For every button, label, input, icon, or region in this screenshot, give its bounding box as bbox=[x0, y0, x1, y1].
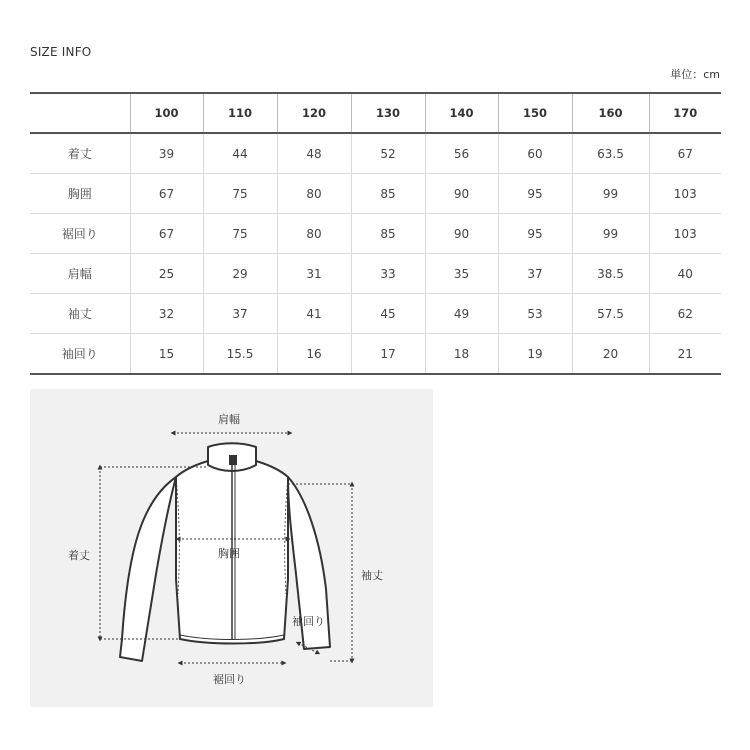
table-cell: 44 bbox=[203, 133, 277, 174]
size-header: 160 bbox=[572, 93, 649, 133]
table-cell: 63.5 bbox=[572, 133, 649, 174]
row-label: 着丈 bbox=[30, 133, 130, 174]
table-cell: 41 bbox=[277, 294, 351, 334]
table-cell: 15 bbox=[130, 334, 203, 375]
table-cell: 32 bbox=[130, 294, 203, 334]
header-corner bbox=[30, 93, 130, 133]
row-label: 胸囲 bbox=[30, 174, 130, 214]
table-cell: 38.5 bbox=[572, 254, 649, 294]
size-header: 110 bbox=[203, 93, 277, 133]
table-row bbox=[30, 214, 721, 254]
table-cell: 95 bbox=[498, 214, 572, 254]
table-cell: 99 bbox=[572, 174, 649, 214]
table-cell: 103 bbox=[649, 214, 721, 254]
table-row bbox=[30, 254, 721, 294]
chest-label: 胸囲 bbox=[218, 547, 240, 560]
table-cell: 25 bbox=[130, 254, 203, 294]
length-label: 着丈 bbox=[68, 549, 90, 562]
table-cell: 18 bbox=[425, 334, 498, 375]
table-cell: 80 bbox=[277, 174, 351, 214]
table-row bbox=[30, 174, 721, 214]
table-cell: 35 bbox=[425, 254, 498, 294]
table-cell: 95 bbox=[498, 174, 572, 214]
cuff-label: 袖回り bbox=[292, 615, 325, 628]
table-cell: 67 bbox=[130, 214, 203, 254]
row-label: 袖丈 bbox=[30, 294, 130, 334]
table-cell: 15.5 bbox=[203, 334, 277, 375]
table-cell: 67 bbox=[649, 133, 721, 174]
table-row bbox=[30, 334, 721, 375]
table-cell: 39 bbox=[130, 133, 203, 174]
table-row bbox=[30, 294, 721, 334]
table-cell: 37 bbox=[498, 254, 572, 294]
table-cell: 85 bbox=[351, 214, 425, 254]
hem-label: 裾回り bbox=[213, 673, 246, 686]
table-cell: 19 bbox=[498, 334, 572, 375]
table-cell: 40 bbox=[649, 254, 721, 294]
table-cell: 90 bbox=[425, 214, 498, 254]
table-cell: 53 bbox=[498, 294, 572, 334]
table-cell: 29 bbox=[203, 254, 277, 294]
row-label: 裾回り bbox=[30, 214, 130, 254]
table-cell: 56 bbox=[425, 133, 498, 174]
size-header: 120 bbox=[277, 93, 351, 133]
table-cell: 45 bbox=[351, 294, 425, 334]
table-row bbox=[30, 133, 721, 174]
table-cell: 20 bbox=[572, 334, 649, 375]
unit-label: 単位：cm bbox=[670, 68, 720, 81]
table-cell: 33 bbox=[351, 254, 425, 294]
size-header: 170 bbox=[649, 93, 721, 133]
table-cell: 52 bbox=[351, 133, 425, 174]
table-cell: 37 bbox=[203, 294, 277, 334]
size-header: 150 bbox=[498, 93, 572, 133]
table-cell: 57.5 bbox=[572, 294, 649, 334]
table-cell: 60 bbox=[498, 133, 572, 174]
table-cell: 103 bbox=[649, 174, 721, 214]
table-cell: 67 bbox=[130, 174, 203, 214]
row-label: 肩幅 bbox=[30, 254, 130, 294]
table-cell: 85 bbox=[351, 174, 425, 214]
table-cell: 17 bbox=[351, 334, 425, 375]
table-cell: 48 bbox=[277, 133, 351, 174]
table-cell: 62 bbox=[649, 294, 721, 334]
size-header: 100 bbox=[130, 93, 203, 133]
size-header: 140 bbox=[425, 93, 498, 133]
table-cell: 80 bbox=[277, 214, 351, 254]
table-cell: 16 bbox=[277, 334, 351, 375]
size-table bbox=[30, 92, 721, 375]
table-header-row bbox=[30, 93, 721, 133]
table-cell: 75 bbox=[203, 214, 277, 254]
table-cell: 90 bbox=[425, 174, 498, 214]
measurement-diagram bbox=[30, 389, 433, 707]
table-cell: 31 bbox=[277, 254, 351, 294]
size-header: 130 bbox=[351, 93, 425, 133]
page-title: SIZE INFO bbox=[30, 45, 92, 59]
table-cell: 49 bbox=[425, 294, 498, 334]
table-cell: 99 bbox=[572, 214, 649, 254]
table-cell: 21 bbox=[649, 334, 721, 375]
shoulder-label: 肩幅 bbox=[218, 413, 240, 426]
table-cell: 75 bbox=[203, 174, 277, 214]
row-label: 袖回り bbox=[30, 334, 130, 375]
sleeve-length-label: 袖丈 bbox=[361, 569, 383, 582]
